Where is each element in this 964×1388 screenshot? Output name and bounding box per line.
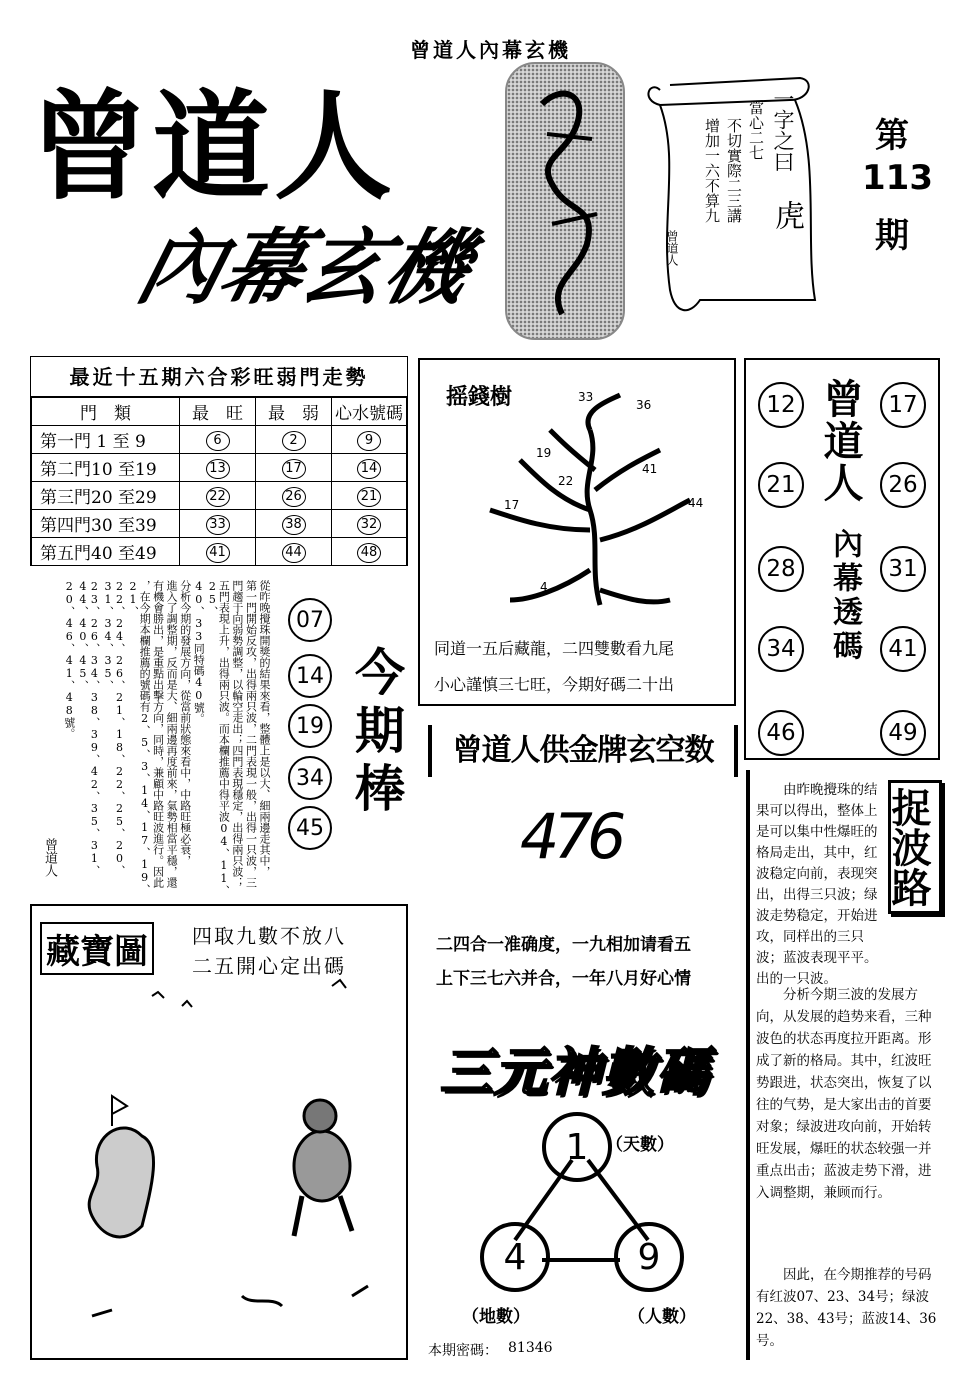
- tree-number: 41: [642, 462, 658, 476]
- tree-number: 44: [688, 496, 704, 510]
- cell: [332, 510, 407, 538]
- wave-paragraph: 分析今期三波的发展方向，从发展的趋势来看，三种波色的状态再度拉开距离。形成了新的格局。其中，红波旺势跟进，状态突出，恢复了以往的气势，是大家出击的首要对象；绿波进攻向前，开始转旺发展，爆旺的状态较强一并重点出击；蓝波走势下滑，进入调整期，兼顾而行。: [756, 987, 932, 1201]
- hot-number: 33: [206, 515, 230, 535]
- right-panel-title: 曾道人: [817, 378, 864, 504]
- ornament-calligraphy: [507, 64, 627, 342]
- cell: [180, 454, 256, 482]
- left-signature: 曾道人: [42, 838, 57, 877]
- issue-suffix: 期: [875, 216, 909, 256]
- cell: [180, 482, 256, 510]
- right-number-circle: 26: [880, 462, 926, 508]
- right-panel-subtitle: 內幕透碼: [827, 528, 862, 664]
- treasure-verse: 四取九數不放八: [192, 924, 346, 948]
- triad-left-label: （地數）: [462, 1307, 530, 1327]
- stick-title: 今期棒: [347, 646, 406, 820]
- analysis-column: 進入了調整期，反而是大、細兩邊再度前來，氣勢相當平穩，還: [165, 580, 179, 888]
- pick-number: 9: [357, 431, 381, 451]
- row-label: 第二門10 至19: [32, 454, 180, 482]
- tree-number: 36: [636, 398, 652, 412]
- scroll-line1: 一字之曰: [771, 88, 795, 172]
- wave-paragraph: 由昨晚攪珠的结果可以得出，整体上是可以集中性爆旺的格局走出，其中，红波稳定向前，表现突出，出得三只波；绿波走势稳定，开始进攻，同样出的三只波；蓝波表现平平。出的一只波。: [756, 782, 878, 987]
- table-header: [32, 398, 407, 426]
- analysis-column: 分析今期的發展方向，從當前狀態來看中，中路旺極必衰，: [178, 580, 192, 866]
- table-row: [32, 482, 407, 510]
- right-number-circle: 31: [880, 546, 926, 592]
- stick-number: 19: [288, 704, 332, 748]
- logo-main: 曾道人: [30, 77, 397, 216]
- money-tree-verse: 小心謹慎三七旺，今期好碼二十出: [434, 675, 675, 694]
- cell: [256, 538, 332, 566]
- cell: [256, 426, 332, 454]
- scroll-line4: 增加一六不算九: [703, 118, 721, 223]
- stick-number: 34: [288, 756, 332, 800]
- pick-number: 14: [357, 459, 381, 479]
- analysis-column: 第一門開始反攻，出得兩只波，二門表現一般，出得一只波，三: [244, 580, 258, 888]
- triad-title: 三元神數碼: [440, 1043, 711, 1103]
- cold-number: 17: [282, 459, 306, 479]
- treasure-verse: 二五開心定出碼: [192, 954, 346, 978]
- analysis-column: 從昨晚攪珠開獎的結果來看，整體上是以大、細兩邊走其中，: [258, 580, 271, 877]
- left-number-circle: 21: [758, 462, 804, 508]
- money-tree-title: 摇錢樹: [446, 384, 513, 410]
- cell: [256, 482, 332, 510]
- stick-number: 45: [288, 806, 332, 850]
- fortune-ornament: [505, 62, 625, 340]
- cell: [180, 426, 256, 454]
- cell: [256, 510, 332, 538]
- cell: [180, 510, 256, 538]
- top-title: 曾道人內幕玄機: [410, 38, 571, 62]
- row-label: 第四門30 至39: [32, 510, 180, 538]
- wave-title: 捉波路: [888, 780, 942, 914]
- triad-top-number: 1: [542, 1112, 612, 1182]
- hot-number: 13: [206, 459, 230, 479]
- table-row: [32, 538, 407, 566]
- money-tree-panel: [418, 358, 736, 706]
- treasure-title: 藏寶圖: [40, 922, 154, 975]
- right-number-circle: 17: [880, 382, 926, 428]
- trend-title: 最近十五期六合彩旺弱門走勢: [31, 357, 407, 397]
- cold-number: 26: [282, 487, 306, 507]
- analysis-column: 20、46、41、48號。: [62, 580, 76, 739]
- pick-number: 21: [357, 487, 381, 507]
- left-number-circle: 46: [758, 710, 804, 756]
- row-label: 第一門 1 至 9: [32, 426, 180, 454]
- triad-right-label: （人數）: [628, 1307, 696, 1327]
- analysis-column: 40、33同特碼40號。: [192, 580, 206, 724]
- cell: [332, 538, 407, 566]
- cold-number: 38: [282, 515, 306, 535]
- scroll-line3: 不切實際二三講: [725, 118, 743, 223]
- cell: [332, 426, 407, 454]
- scroll-sign: 曾道人: [665, 230, 679, 266]
- logo-sub: 內幕玄機: [128, 221, 480, 316]
- scroll-zodiac: 虎: [769, 200, 804, 230]
- tree-number: 17: [504, 498, 520, 512]
- col-header: 門 類: [32, 398, 180, 426]
- analysis-column: 五門表現上升，出得兩只波。而本欄推薦中得平波04、11、25、: [205, 580, 231, 896]
- col-header: 心水號碼: [332, 398, 407, 426]
- trend-table: [30, 356, 408, 566]
- wave-panel-border: [746, 770, 750, 1360]
- treasure-drawing: [32, 966, 406, 1346]
- gold-handwritten: 476: [520, 800, 621, 873]
- triad-left-number: 4: [480, 1222, 550, 1292]
- hot-number: 41: [206, 543, 230, 563]
- tree-number: 19: [536, 446, 552, 460]
- wave-paragraph: 因此，在今期推荐的号码有红波07、23、34号；绿波22、38、43号；蓝波14、36号。: [756, 1267, 937, 1349]
- right-number-panel: [744, 358, 940, 760]
- table-row: [32, 510, 407, 538]
- analysis-column: 門趨于向弱勢調整，以輪空走出；四門表現穩定，出得兩只波；: [230, 580, 244, 888]
- left-number-circle: 34: [758, 626, 804, 672]
- cell: [180, 538, 256, 566]
- tree-number: 4: [540, 580, 548, 594]
- right-number-circle: 49: [880, 710, 926, 756]
- hot-number: 6: [206, 431, 230, 451]
- issue-prefix: 第: [875, 116, 909, 156]
- cell: [256, 454, 332, 482]
- left-number-circle: 28: [758, 546, 804, 592]
- tree-number: 33: [578, 390, 594, 404]
- analysis-text: [50, 580, 270, 900]
- right-number-circle: 41: [880, 626, 926, 672]
- gold-title: 曾道人供金牌玄空数: [428, 725, 738, 777]
- cold-number: 2: [282, 431, 306, 451]
- left-number-circle: 12: [758, 382, 804, 428]
- cold-number: 44: [282, 543, 306, 563]
- password-value: 81346: [508, 1340, 553, 1356]
- money-tree-verse: 同道一五后藏龍，二四雙數看九尾: [434, 639, 675, 658]
- row-label: 第五門40 至49: [32, 538, 180, 566]
- triad-top-label: （天數）: [606, 1135, 674, 1155]
- gold-verse: 上下三七六并合，一年八月好心情: [436, 969, 691, 989]
- money-tree-drawing: [450, 390, 720, 610]
- pick-number: 48: [357, 543, 381, 563]
- hot-number: 22: [206, 487, 230, 507]
- analysis-column: 有機會勝出，是重點出擊方向，同時，兼顧中路旺波進行。因此: [151, 580, 165, 888]
- issue-number: 113: [862, 158, 933, 198]
- triad-right-number: 9: [614, 1222, 684, 1292]
- analysis-column: ，在今期本欄推薦的號碼有2、5、3、14、17、19、21、: [126, 580, 152, 895]
- treasure-map-panel: [30, 904, 408, 1360]
- trend-grid: [31, 397, 407, 566]
- col-header: 最 旺: [180, 398, 256, 426]
- gold-verse: 二四合一准确度，一九相加请看五: [436, 935, 691, 955]
- scroll-line2: 當心二七: [747, 100, 765, 160]
- tree-number: 22: [558, 474, 574, 488]
- row-label: 第三門20 至29: [32, 482, 180, 510]
- scroll-banner: [630, 60, 840, 325]
- analysis-column: 23、26、34、38、39、42、35、31、44、40、45、: [76, 580, 101, 876]
- password-label: 本期密碼：: [428, 1343, 498, 1359]
- analysis-column: 22、24、26、21、18、22、25、20、31、34、35、: [101, 580, 126, 876]
- cell: [332, 454, 407, 482]
- pick-number: 32: [357, 515, 381, 535]
- table-row: [32, 454, 407, 482]
- stick-number: 07: [288, 598, 332, 642]
- table-row: [32, 426, 407, 454]
- cell: [332, 482, 407, 510]
- col-header: 最 弱: [256, 398, 332, 426]
- stick-number: 14: [288, 654, 332, 698]
